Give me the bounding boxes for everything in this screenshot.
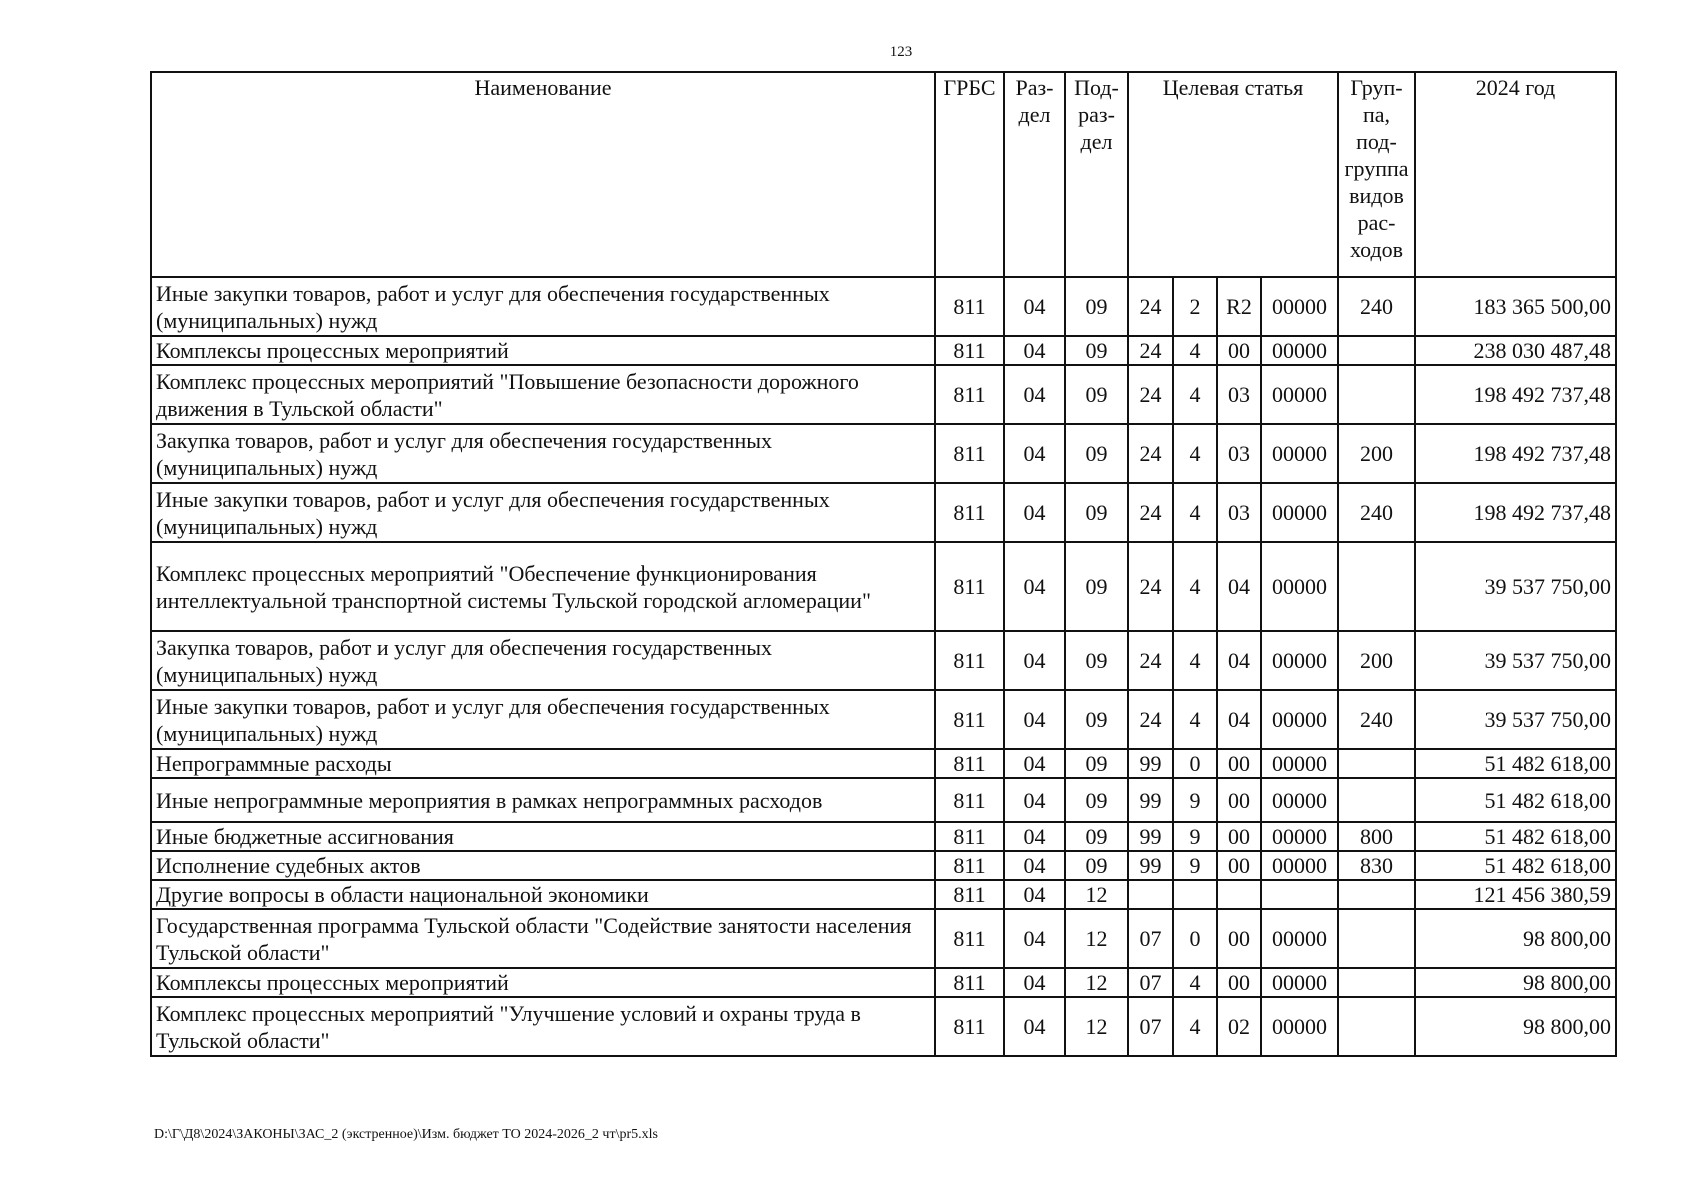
- cell-amount-2024: 121 456 380,59: [1415, 880, 1616, 909]
- row-name: Комплекс процессных мероприятий "Повышение безопасности дорожного движения в Тульской области": [151, 365, 935, 424]
- row-name: Закупка товаров, работ и услуг для обеспечения государственных (муниципальных) нужд: [151, 631, 935, 690]
- cell-amount-2024: 51 482 618,00: [1415, 749, 1616, 778]
- cell-target-direction: 00000: [1261, 997, 1338, 1056]
- cell-razdel: 04: [1004, 483, 1065, 542]
- table-row: [151, 851, 1616, 880]
- cell-grbs: 811: [935, 365, 1004, 424]
- cell-target-direction: 00000: [1261, 424, 1338, 483]
- row-name: Государственная программа Тульской области "Содействие занятости населения Тульской области": [151, 909, 935, 968]
- cell-razdel: 04: [1004, 997, 1065, 1056]
- footer-file-path: D:\Г\Д8\2024\ЗАКОНЫ\ЗАС_2 (экстренное)\Изм. бюджет ТО 2024-2026_2 чт\pr5.xls: [154, 1127, 658, 1142]
- cell-podrazdel: 09: [1065, 277, 1128, 336]
- cell-target-program: 24: [1128, 424, 1173, 483]
- cell-target-complex: 04: [1217, 542, 1261, 631]
- cell-target-complex: 04: [1217, 631, 1261, 690]
- header-grbs: ГРБС: [935, 72, 1004, 277]
- cell-razdel: 04: [1004, 749, 1065, 778]
- cell-grbs: 811: [935, 851, 1004, 880]
- table-row: [151, 631, 1616, 690]
- cell-podrazdel: 09: [1065, 483, 1128, 542]
- cell-target-program: 07: [1128, 968, 1173, 997]
- cell-grbs: 811: [935, 277, 1004, 336]
- cell-razdel: 04: [1004, 822, 1065, 851]
- table-row: [151, 997, 1616, 1056]
- cell-razdel: 04: [1004, 909, 1065, 968]
- cell-expense-group: 240: [1338, 483, 1415, 542]
- cell-target-direction: 00000: [1261, 909, 1338, 968]
- cell-grbs: 811: [935, 880, 1004, 909]
- cell-target-type: 0: [1173, 909, 1217, 968]
- cell-razdel: 04: [1004, 542, 1065, 631]
- cell-target-direction: 00000: [1261, 851, 1338, 880]
- cell-expense-group: [1338, 542, 1415, 631]
- cell-target-program: 24: [1128, 365, 1173, 424]
- table-row: [151, 778, 1616, 822]
- cell-target-program: 99: [1128, 851, 1173, 880]
- cell-grbs: 811: [935, 424, 1004, 483]
- cell-razdel: 04: [1004, 778, 1065, 822]
- cell-amount-2024: 183 365 500,00: [1415, 277, 1616, 336]
- cell-target-complex: 00: [1217, 968, 1261, 997]
- cell-expense-group: [1338, 909, 1415, 968]
- cell-target-direction: 00000: [1261, 365, 1338, 424]
- table-header-row: [151, 72, 1616, 277]
- cell-amount-2024: 39 537 750,00: [1415, 690, 1616, 749]
- cell-expense-group: [1338, 336, 1415, 365]
- cell-target-complex: [1217, 880, 1261, 909]
- row-name: Непрограммные расходы: [151, 749, 935, 778]
- cell-target-complex: 00: [1217, 909, 1261, 968]
- cell-target-complex: 00: [1217, 778, 1261, 822]
- cell-target-type: 9: [1173, 778, 1217, 822]
- cell-podrazdel: 09: [1065, 631, 1128, 690]
- table-row: [151, 822, 1616, 851]
- cell-target-type: 4: [1173, 483, 1217, 542]
- cell-target-complex: 04: [1217, 690, 1261, 749]
- cell-expense-group: [1338, 997, 1415, 1056]
- row-name: Комплексы процессных мероприятий: [151, 336, 935, 365]
- cell-target-complex: R2: [1217, 277, 1261, 336]
- cell-target-program: 24: [1128, 631, 1173, 690]
- cell-razdel: 04: [1004, 365, 1065, 424]
- cell-amount-2024: 198 492 737,48: [1415, 424, 1616, 483]
- cell-target-complex: 02: [1217, 997, 1261, 1056]
- cell-razdel: 04: [1004, 690, 1065, 749]
- cell-razdel: 04: [1004, 880, 1065, 909]
- table-row: [151, 880, 1616, 909]
- row-name: Исполнение судебных актов: [151, 851, 935, 880]
- cell-expense-group: 830: [1338, 851, 1415, 880]
- cell-target-complex: 00: [1217, 749, 1261, 778]
- cell-target-direction: 00000: [1261, 483, 1338, 542]
- cell-target-type: 0: [1173, 749, 1217, 778]
- cell-razdel: 04: [1004, 277, 1065, 336]
- row-name: Иные закупки товаров, работ и услуг для обеспечения государственных (муниципальных) нужд: [151, 277, 935, 336]
- cell-podrazdel: 09: [1065, 851, 1128, 880]
- header-podrazdel: Под- раз- дел: [1065, 72, 1128, 277]
- cell-amount-2024: 238 030 487,48: [1415, 336, 1616, 365]
- cell-expense-group: 240: [1338, 690, 1415, 749]
- cell-amount-2024: 51 482 618,00: [1415, 822, 1616, 851]
- header-target-article: Целевая статья: [1128, 72, 1338, 277]
- cell-grbs: 811: [935, 778, 1004, 822]
- cell-target-complex: 03: [1217, 365, 1261, 424]
- cell-expense-group: 200: [1338, 631, 1415, 690]
- cell-podrazdel: 12: [1065, 880, 1128, 909]
- cell-target-direction: 00000: [1261, 968, 1338, 997]
- cell-amount-2024: 198 492 737,48: [1415, 365, 1616, 424]
- table-row: [151, 424, 1616, 483]
- cell-target-program: 24: [1128, 690, 1173, 749]
- table-row: [151, 483, 1616, 542]
- cell-target-type: 4: [1173, 968, 1217, 997]
- cell-target-program: 07: [1128, 997, 1173, 1056]
- cell-grbs: 811: [935, 631, 1004, 690]
- cell-target-program: 99: [1128, 822, 1173, 851]
- cell-target-direction: 00000: [1261, 778, 1338, 822]
- cell-target-program: [1128, 880, 1173, 909]
- cell-target-complex: 03: [1217, 483, 1261, 542]
- cell-target-type: 4: [1173, 542, 1217, 631]
- cell-target-direction: 00000: [1261, 749, 1338, 778]
- header-expense-group: Груп- па, под- группа видов рас- ходов: [1338, 72, 1415, 277]
- cell-target-program: 24: [1128, 483, 1173, 542]
- cell-target-program: 99: [1128, 778, 1173, 822]
- cell-amount-2024: 98 800,00: [1415, 968, 1616, 997]
- cell-target-type: 9: [1173, 822, 1217, 851]
- cell-podrazdel: 09: [1065, 365, 1128, 424]
- cell-grbs: 811: [935, 483, 1004, 542]
- cell-grbs: 811: [935, 968, 1004, 997]
- cell-target-type: 4: [1173, 424, 1217, 483]
- cell-razdel: 04: [1004, 424, 1065, 483]
- row-name: Иные непрограммные мероприятия в рамках непрограммных расходов: [151, 778, 935, 822]
- row-name: Комплексы процессных мероприятий: [151, 968, 935, 997]
- cell-razdel: 04: [1004, 851, 1065, 880]
- cell-target-type: [1173, 880, 1217, 909]
- row-name: Комплекс процессных мероприятий "Обеспечение функционирования интеллектуальной транспортной системы Тульской городской агломерации": [151, 542, 935, 631]
- cell-target-complex: 00: [1217, 336, 1261, 365]
- cell-grbs: 811: [935, 997, 1004, 1056]
- cell-podrazdel: 09: [1065, 542, 1128, 631]
- cell-target-type: 4: [1173, 336, 1217, 365]
- row-name: Иные бюджетные ассигнования: [151, 822, 935, 851]
- table-row: [151, 542, 1616, 631]
- cell-target-complex: 00: [1217, 822, 1261, 851]
- cell-amount-2024: 39 537 750,00: [1415, 631, 1616, 690]
- cell-target-direction: [1261, 880, 1338, 909]
- cell-target-direction: 00000: [1261, 277, 1338, 336]
- cell-expense-group: 800: [1338, 822, 1415, 851]
- header-name: Наименование: [151, 72, 935, 277]
- cell-target-program: 07: [1128, 909, 1173, 968]
- cell-target-type: 4: [1173, 690, 1217, 749]
- cell-grbs: 811: [935, 909, 1004, 968]
- cell-target-type: 4: [1173, 631, 1217, 690]
- cell-target-type: 9: [1173, 851, 1217, 880]
- cell-podrazdel: 09: [1065, 749, 1128, 778]
- cell-podrazdel: 12: [1065, 968, 1128, 997]
- cell-target-program: 24: [1128, 542, 1173, 631]
- row-name: Комплекс процессных мероприятий "Улучшение условий и охраны труда в Тульской области": [151, 997, 935, 1056]
- table-row: [151, 968, 1616, 997]
- cell-podrazdel: 09: [1065, 778, 1128, 822]
- table-body: [151, 277, 1616, 1056]
- cell-expense-group: 200: [1338, 424, 1415, 483]
- cell-target-complex: 00: [1217, 851, 1261, 880]
- table-row: [151, 277, 1616, 336]
- table-row: [151, 336, 1616, 365]
- cell-amount-2024: 98 800,00: [1415, 909, 1616, 968]
- cell-target-program: 24: [1128, 336, 1173, 365]
- cell-grbs: 811: [935, 749, 1004, 778]
- cell-target-direction: 00000: [1261, 822, 1338, 851]
- cell-expense-group: [1338, 968, 1415, 997]
- cell-podrazdel: 12: [1065, 909, 1128, 968]
- cell-target-type: 4: [1173, 997, 1217, 1056]
- cell-target-program: 24: [1128, 277, 1173, 336]
- cell-grbs: 811: [935, 336, 1004, 365]
- cell-amount-2024: 98 800,00: [1415, 997, 1616, 1056]
- cell-podrazdel: 09: [1065, 424, 1128, 483]
- cell-expense-group: [1338, 880, 1415, 909]
- table-row: [151, 365, 1616, 424]
- header-razdel: Раз- дел: [1004, 72, 1065, 277]
- table-row: [151, 690, 1616, 749]
- cell-target-complex: 03: [1217, 424, 1261, 483]
- cell-grbs: 811: [935, 690, 1004, 749]
- cell-podrazdel: 09: [1065, 336, 1128, 365]
- table-row: [151, 749, 1616, 778]
- cell-expense-group: 240: [1338, 277, 1415, 336]
- header-year-2024: 2024 год: [1415, 72, 1616, 277]
- cell-grbs: 811: [935, 542, 1004, 631]
- cell-target-direction: 00000: [1261, 542, 1338, 631]
- table-row: [151, 909, 1616, 968]
- cell-podrazdel: 09: [1065, 690, 1128, 749]
- cell-expense-group: [1338, 778, 1415, 822]
- row-name: Закупка товаров, работ и услуг для обеспечения государственных (муниципальных) нужд: [151, 424, 935, 483]
- cell-razdel: 04: [1004, 336, 1065, 365]
- cell-grbs: 811: [935, 822, 1004, 851]
- cell-amount-2024: 39 537 750,00: [1415, 542, 1616, 631]
- cell-target-type: 4: [1173, 365, 1217, 424]
- cell-amount-2024: 51 482 618,00: [1415, 778, 1616, 822]
- cell-target-program: 99: [1128, 749, 1173, 778]
- page-number: 123: [889, 44, 913, 60]
- cell-amount-2024: 198 492 737,48: [1415, 483, 1616, 542]
- cell-amount-2024: 51 482 618,00: [1415, 851, 1616, 880]
- cell-target-type: 2: [1173, 277, 1217, 336]
- budget-table: [150, 71, 1617, 1057]
- cell-expense-group: [1338, 365, 1415, 424]
- cell-razdel: 04: [1004, 631, 1065, 690]
- cell-target-direction: 00000: [1261, 631, 1338, 690]
- row-name: Иные закупки товаров, работ и услуг для обеспечения государственных (муниципальных) нужд: [151, 690, 935, 749]
- cell-podrazdel: 12: [1065, 997, 1128, 1056]
- row-name: Другие вопросы в области национальной экономики: [151, 880, 935, 909]
- cell-target-direction: 00000: [1261, 336, 1338, 365]
- cell-target-direction: 00000: [1261, 690, 1338, 749]
- cell-razdel: 04: [1004, 968, 1065, 997]
- row-name: Иные закупки товаров, работ и услуг для обеспечения государственных (муниципальных) нужд: [151, 483, 935, 542]
- cell-expense-group: [1338, 749, 1415, 778]
- cell-podrazdel: 09: [1065, 822, 1128, 851]
